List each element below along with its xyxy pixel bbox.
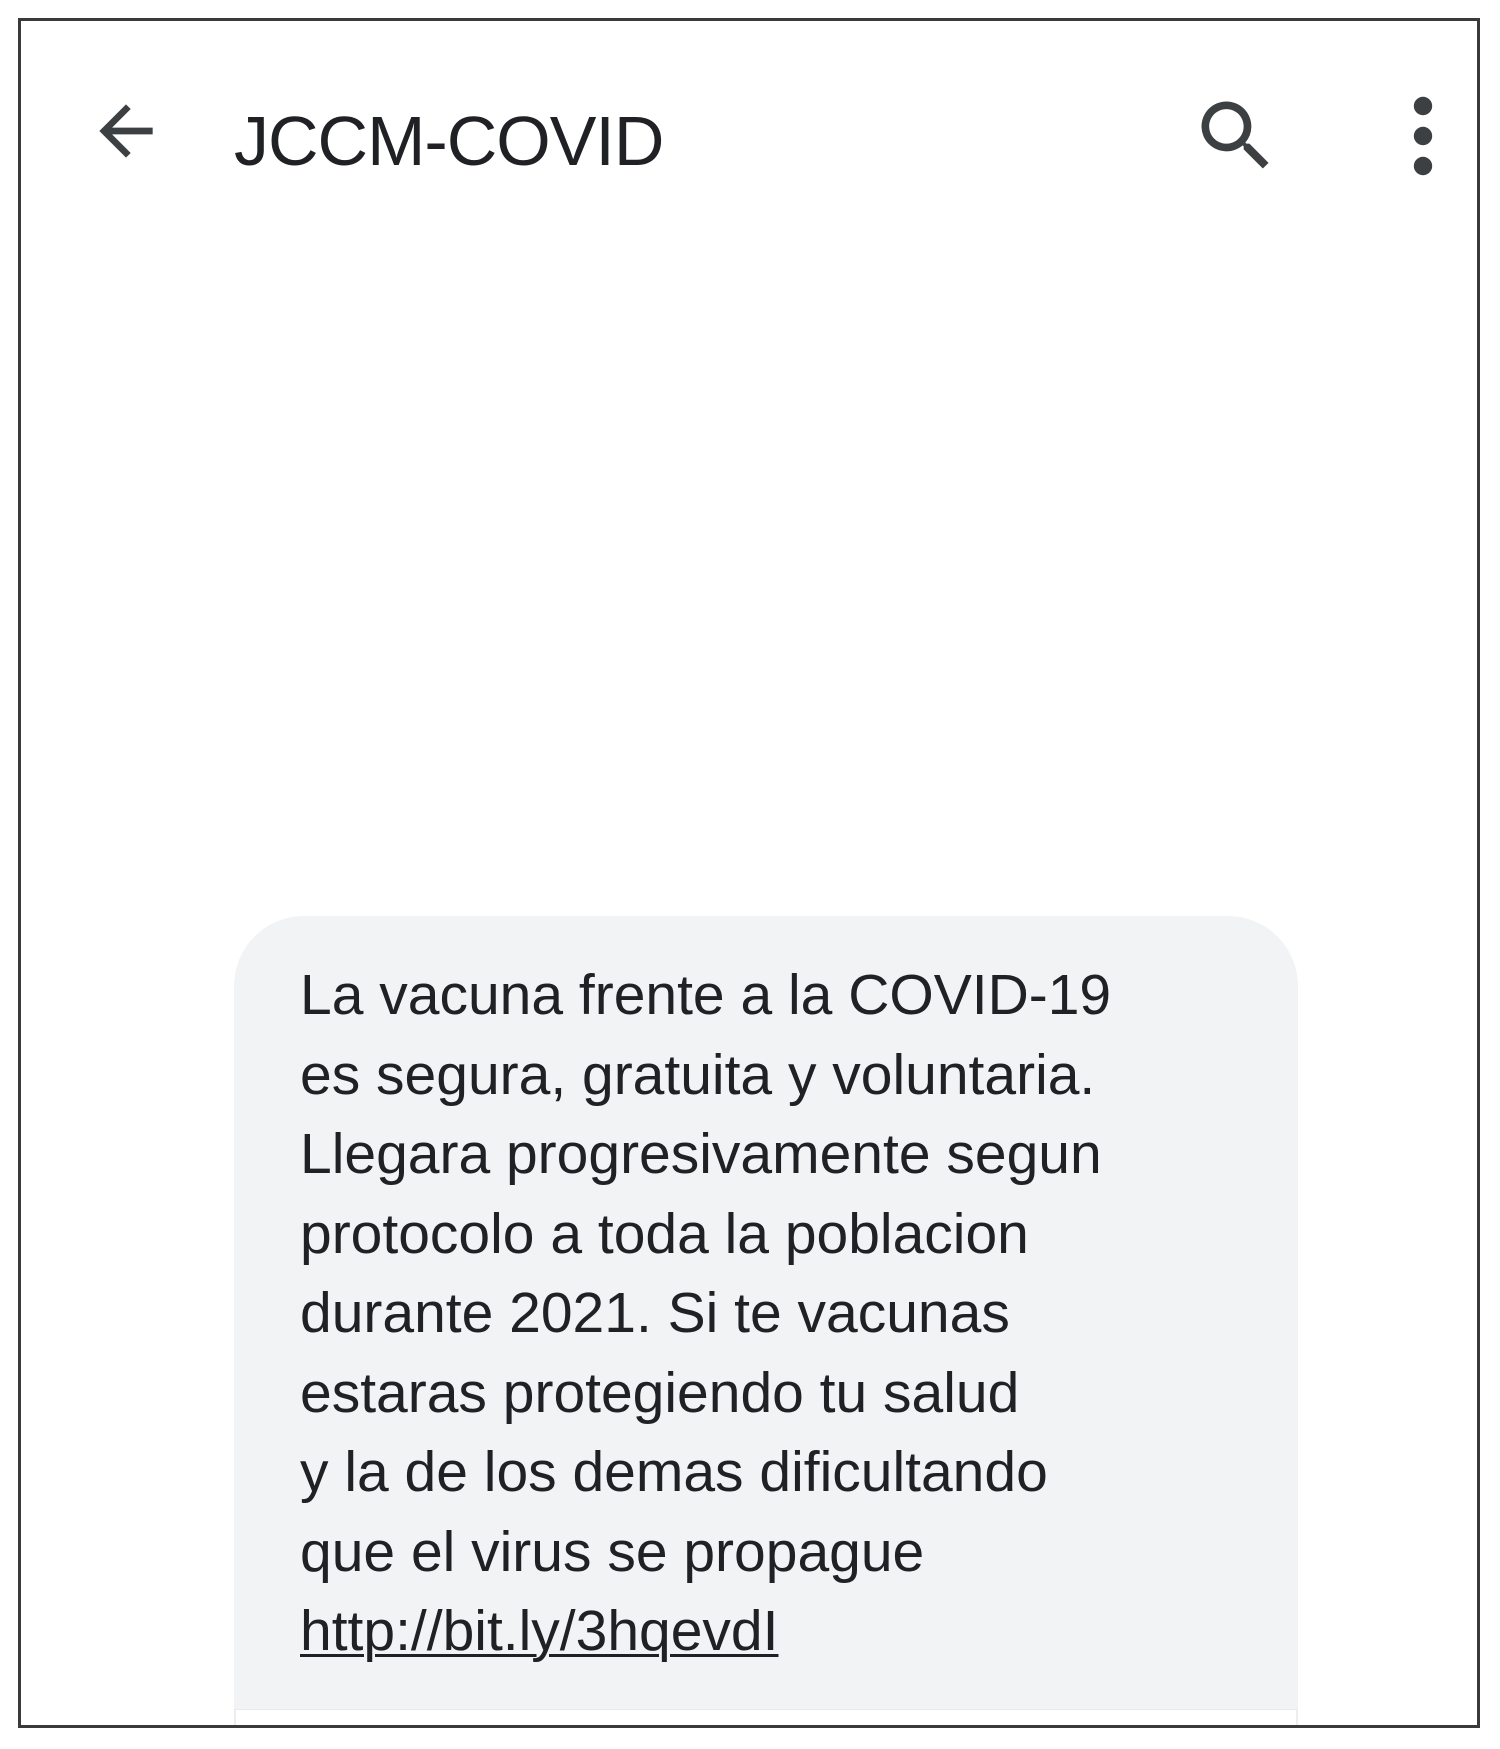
next-message-preview: [234, 1710, 1298, 1728]
message-text: La vacuna frente a la COVID-19 es segura, gratuita y voluntaria. Llegara progresivamente segun protocolo a toda la poblacion durante 2021. Si te vacunas estaras protegiendo tu salud y la de los demas dificultando que el virus se propague: [300, 963, 1112, 1584]
more-vert-icon: [1403, 96, 1443, 176]
app-bar: [21, 21, 1477, 231]
message-bubble[interactable]: [234, 916, 1298, 1728]
arrow-back-icon: [86, 91, 166, 171]
conversation-title: JCCM-COVID: [234, 102, 664, 180]
app-window: [18, 18, 1480, 1728]
search-icon: [1190, 90, 1282, 182]
conversation-area[interactable]: [21, 231, 1477, 1725]
message-link[interactable]: http://bit.ly/3hqevdI: [300, 1599, 779, 1663]
back-button[interactable]: [81, 86, 171, 176]
more-options-button[interactable]: [1383, 86, 1463, 186]
search-button[interactable]: [1186, 86, 1286, 186]
